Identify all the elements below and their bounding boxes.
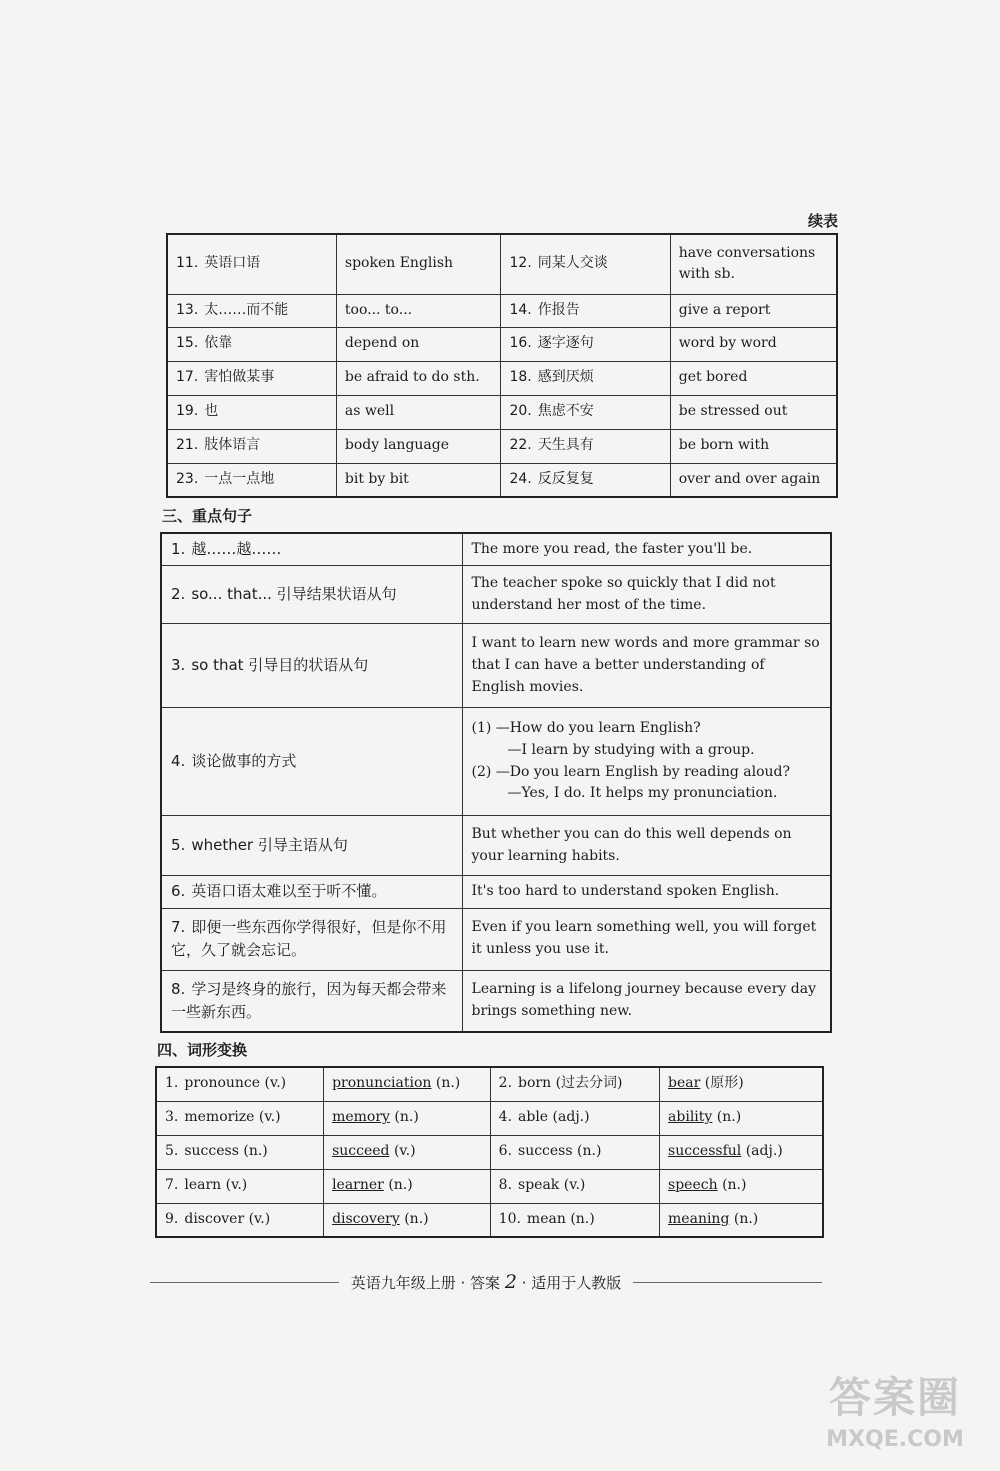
answer-word: meaning: [668, 1210, 730, 1227]
item-number: 10.: [498, 1210, 521, 1227]
answer-word: ability: [668, 1109, 713, 1126]
example-line: —I learn by studying with a group.: [507, 742, 755, 759]
chinese-phrase: 肢体语言: [204, 437, 261, 454]
vocab-chinese-cell: [501, 234, 670, 294]
vocab-english-cell: depend on: [336, 327, 501, 361]
item-number: 23.: [176, 470, 199, 487]
vocab-chinese-cell: [501, 395, 670, 429]
given-word: speak: [518, 1177, 560, 1194]
vocab-row: [167, 361, 837, 395]
page-number: 2: [504, 1271, 517, 1293]
vocab-english-cell: be afraid to do sth.: [336, 361, 501, 395]
part-of-speech: (v.): [248, 1210, 271, 1227]
item-number: 1.: [165, 1075, 179, 1092]
vocab-english-cell: over and over again: [670, 463, 837, 497]
vocab-chinese-cell: [167, 327, 336, 361]
part-of-speech: (n.): [404, 1210, 429, 1227]
vocab-chinese-cell: [167, 463, 336, 497]
given-word-cell: [156, 1203, 324, 1237]
item-number: 8.: [171, 979, 186, 998]
given-word: born: [518, 1075, 552, 1092]
given-word-cell: [156, 1169, 324, 1203]
sentence-topic-cell: [161, 708, 462, 816]
sentence-row: [161, 908, 831, 970]
sentence-row: [161, 970, 831, 1032]
answer-word: successful: [668, 1143, 742, 1160]
item-number: 5.: [171, 836, 186, 855]
vocabulary-table: [166, 233, 838, 498]
vocab-chinese-cell: [167, 361, 336, 395]
sentence-topic: 英语口语太难以至于听不懂。: [191, 882, 387, 901]
part-of-speech: (n.): [388, 1177, 413, 1194]
sentence-example-cell: [462, 970, 831, 1032]
sentence-topic-cell: [161, 816, 462, 876]
sentence-row: [161, 816, 831, 876]
part-of-speech: (adj.): [745, 1143, 783, 1160]
part-of-speech: (v.): [225, 1177, 248, 1194]
vocab-row: [167, 395, 837, 429]
answer-word-cell: [324, 1067, 491, 1101]
given-word: pronounce: [184, 1075, 261, 1092]
item-number: 13.: [176, 301, 199, 318]
sentence-example-cell: [462, 624, 831, 708]
item-number: 4.: [498, 1109, 513, 1126]
given-word: success: [518, 1143, 573, 1160]
chinese-phrase: 害怕做某事: [204, 369, 275, 386]
part-of-speech: (n.): [722, 1177, 747, 1194]
chinese-phrase: 一点一点地: [204, 470, 275, 487]
part-of-speech: (v.): [258, 1109, 281, 1126]
sentence-row: [161, 708, 831, 816]
footer-text: [339, 1271, 634, 1293]
part-of-speech: (v.): [563, 1177, 586, 1194]
chinese-phrase: 感到厌烦: [537, 369, 594, 386]
vocab-chinese-cell: [167, 429, 336, 463]
answer-word-cell: [324, 1203, 491, 1237]
item-number: 3.: [165, 1109, 179, 1126]
example-line: —Yes, I do. It helps my pronunciation.: [507, 785, 778, 802]
sentence-row: [161, 624, 831, 708]
chinese-phrase: 同某人交谈: [537, 255, 608, 272]
word-form-row: [156, 1203, 823, 1237]
vocab-english-cell: spoken English: [336, 234, 501, 294]
item-number: 6.: [171, 882, 186, 901]
vocab-row: [167, 327, 837, 361]
item-number: 22.: [509, 437, 532, 454]
answer-word: memory: [332, 1109, 390, 1126]
answer-word: bear: [668, 1075, 701, 1092]
example-line: It's too hard to understand spoken English.: [471, 883, 780, 900]
vocab-chinese-cell: [501, 294, 670, 327]
given-word-cell: [156, 1067, 324, 1101]
example-line: I want to learn new words and more grammar so that I can have a better understanding of English movies.: [471, 635, 820, 695]
sentence-topic-cell: [161, 624, 462, 708]
example-line: Even if you learn something well, you will forget it unless you use it.: [471, 919, 817, 957]
item-number: 4.: [171, 752, 186, 771]
item-number: 1.: [171, 540, 186, 558]
continued-label: 续表: [807, 212, 838, 230]
vocab-english-cell: word by word: [670, 327, 837, 361]
sentence-row: [161, 533, 831, 566]
item-number: 17.: [176, 369, 199, 386]
watermark-text: 答案圈: [828, 1373, 961, 1422]
item-number: 15.: [176, 335, 199, 352]
vocab-english-cell: get bored: [670, 361, 837, 395]
chinese-phrase: 也: [204, 403, 219, 420]
answer-word: speech: [668, 1177, 718, 1194]
answer-word-cell: [324, 1135, 491, 1169]
given-word: mean: [526, 1210, 566, 1227]
given-word-cell: [156, 1101, 324, 1135]
answer-word-cell: [324, 1169, 491, 1203]
vocab-english-cell: have conversations with sb.: [670, 234, 837, 294]
vocab-chinese-cell: [167, 234, 336, 294]
example-line: (2) —Do you learn English by reading aloud?: [471, 763, 791, 780]
sentence-topic: 学习是终身的旅行，因为每天都会带来一些新东西。: [171, 979, 447, 1021]
chinese-phrase: 作报告: [537, 301, 580, 318]
word-form-row: [156, 1135, 823, 1169]
vocab-chinese-cell: [501, 429, 670, 463]
item-number: 20.: [509, 403, 532, 420]
vocab-row: [167, 234, 837, 294]
part-of-speech: (过去分词): [555, 1075, 623, 1092]
sentence-topic: 谈论做事的方式: [191, 752, 297, 771]
example-line: The teacher spoke so quickly that I did not understand her most of the time.: [471, 575, 776, 613]
word-form-row: [156, 1067, 823, 1101]
sentence-example-cell: [462, 876, 831, 908]
answer-word-cell: [324, 1101, 491, 1135]
given-word-cell: [490, 1101, 659, 1135]
item-number: 9.: [165, 1210, 179, 1227]
sentence-topic: so that 引导目的状语从句: [191, 656, 369, 675]
chinese-phrase: 反反复复: [537, 470, 594, 487]
chinese-phrase: 太……而不能: [204, 301, 289, 318]
chinese-phrase: 天生具有: [537, 437, 594, 454]
footer-rule-right: [633, 1282, 822, 1283]
footer-edition: · 适用于人教版: [521, 1274, 622, 1292]
vocab-english-cell: be stressed out: [670, 395, 837, 429]
word-form-row: [156, 1101, 823, 1135]
vocab-row: [167, 429, 837, 463]
section-3-title: 三、重点句子: [162, 507, 253, 525]
sentence-topic-cell: [161, 566, 462, 624]
item-number: 3.: [171, 656, 186, 675]
item-number: 6.: [498, 1143, 513, 1160]
answer-word: succeed: [332, 1143, 390, 1160]
part-of-speech: (n.): [733, 1210, 759, 1227]
footer-rule-left: [150, 1282, 339, 1283]
vocab-chinese-cell: [501, 463, 670, 497]
answer-word-cell: [660, 1067, 823, 1101]
vocab-chinese-cell: [501, 361, 670, 395]
given-word-cell: [156, 1135, 324, 1169]
part-of-speech: (n.): [435, 1075, 461, 1092]
vocab-english-cell: be born with: [670, 429, 837, 463]
item-number: 12.: [509, 255, 532, 272]
sentence-topic-cell: [161, 876, 462, 908]
sentence-example-cell: [462, 816, 831, 876]
vocab-chinese-cell: [167, 294, 336, 327]
item-number: 2.: [498, 1075, 513, 1092]
sentence-topic: 即便一些东西你学得很好，但是你不用它，久了就会忘记。: [171, 917, 447, 959]
sentence-example-cell: [462, 908, 831, 970]
given-word: learn: [184, 1177, 222, 1194]
sentence-example-cell: [462, 566, 831, 624]
part-of-speech: (adj.): [552, 1109, 590, 1126]
item-number: 8.: [498, 1177, 513, 1194]
item-number: 18.: [509, 369, 532, 386]
sentence-topic: whether 引导主语从句: [191, 836, 348, 855]
answer-word-cell: [660, 1101, 823, 1135]
sentence-row: [161, 876, 831, 908]
given-word-cell: [490, 1067, 659, 1101]
sentence-topic-cell: [161, 533, 462, 566]
vocab-chinese-cell: [501, 327, 670, 361]
item-number: 2.: [171, 585, 186, 604]
part-of-speech: (n.): [243, 1143, 268, 1160]
key-sentences-table: [160, 532, 832, 1033]
item-number: 11.: [176, 255, 199, 272]
item-number: 5.: [165, 1143, 179, 1160]
chinese-phrase: 逐字逐句: [537, 335, 594, 352]
page-footer: [150, 1270, 822, 1294]
answer-word: pronunciation: [332, 1075, 432, 1092]
answer-word-cell: [660, 1135, 823, 1169]
watermark-domain: MXQE.COM: [826, 1427, 964, 1452]
example-line: But whether you can do this well depends on your learning habits.: [471, 826, 792, 864]
sentence-topic-cell: [161, 970, 462, 1032]
example-line: (1) —How do you learn English?: [471, 720, 701, 737]
word-form-row: [156, 1169, 823, 1203]
vocab-chinese-cell: [167, 395, 336, 429]
watermark-logo: [800, 1370, 990, 1465]
sentence-topic-cell: [161, 908, 462, 970]
sentence-row: [161, 566, 831, 624]
item-number: 19.: [176, 403, 199, 420]
vocab-english-cell: body language: [336, 429, 501, 463]
example-line: The more you read, the faster you'll be.: [471, 540, 753, 557]
part-of-speech: (n.): [394, 1109, 419, 1126]
given-word: discover: [184, 1210, 245, 1227]
vocab-row: [167, 294, 837, 327]
part-of-speech: (v.): [264, 1075, 287, 1092]
vocab-english-cell: bit by bit: [336, 463, 501, 497]
footer-book-title: 英语九年级上册 · 答案: [350, 1274, 501, 1292]
answer-word: learner: [332, 1177, 384, 1194]
item-number: 21.: [176, 437, 199, 454]
chinese-phrase: 焦虑不安: [537, 403, 594, 420]
answer-word-cell: [660, 1203, 823, 1237]
sentence-topic: so... that... 引导结果状语从句: [191, 585, 397, 604]
vocab-row: [167, 463, 837, 497]
vocab-english-cell: too... to...: [336, 294, 501, 327]
chinese-phrase: 依靠: [204, 335, 233, 352]
given-word-cell: [490, 1169, 659, 1203]
item-number: 7.: [171, 917, 186, 936]
part-of-speech: (n.): [716, 1109, 742, 1126]
part-of-speech: (v.): [393, 1143, 416, 1160]
given-word: success: [184, 1143, 239, 1160]
answer-word: discovery: [332, 1210, 400, 1227]
word-forms-table: [155, 1066, 824, 1238]
given-word: able: [518, 1109, 549, 1126]
part-of-speech: (n.): [570, 1210, 595, 1227]
section-4-title: 四、词形变换: [157, 1041, 248, 1059]
sentence-example-cell: [462, 708, 831, 816]
item-number: 7.: [165, 1177, 179, 1194]
example-line: Learning is a lifelong journey because every day brings something new.: [471, 981, 816, 1019]
given-word: memorize: [184, 1109, 255, 1126]
answer-word-cell: [660, 1169, 823, 1203]
item-number: 16.: [509, 335, 532, 352]
item-number: 24.: [509, 470, 532, 487]
item-number: 14.: [509, 301, 532, 318]
vocab-english-cell: give a report: [670, 294, 837, 327]
sentence-topic: 越……越……: [191, 540, 282, 558]
given-word-cell: [490, 1203, 659, 1237]
sentence-example-cell: [462, 533, 831, 566]
vocab-english-cell: as well: [336, 395, 501, 429]
chinese-phrase: 英语口语: [204, 255, 261, 272]
part-of-speech: (原形): [704, 1075, 744, 1092]
part-of-speech: (n.): [577, 1143, 602, 1160]
given-word-cell: [490, 1135, 659, 1169]
